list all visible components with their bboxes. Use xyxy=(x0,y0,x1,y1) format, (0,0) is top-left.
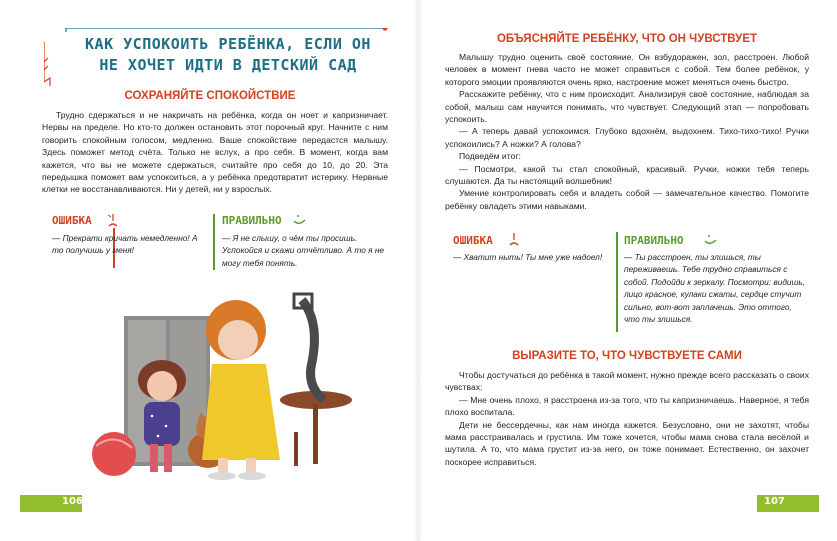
correct-text: — Я не слышу, о чём ты просишь. Успокойся и скажи отчётливо. А то я не могу тебя понять. xyxy=(222,233,385,268)
illustration-mother-and-crying-girl xyxy=(80,282,360,482)
calm-body xyxy=(42,109,388,196)
correct-divider-right xyxy=(616,232,618,332)
explain-paragraph: Подведём итог: xyxy=(459,151,521,162)
section-heading-explain: ОБЪЯСНЯЙТЕ РЕБЁНКУ, ЧТО ОН ЧУВСТВУЕТ xyxy=(496,33,758,45)
worried-face-icon xyxy=(507,231,521,247)
mistake-text: — Прекрати кричать немедленно! А то получишь у меня! xyxy=(52,233,198,256)
correct-text-right: — Ты расстроен, ты злишься, ты переживаешь. Тебе трудно справиться с собой. Подойди к зеркалу. Посмотри: видишь, лицо красное, кулаки сжаты, сердце стучит сильно, вот-вот заплачешь. Это оттого, что ты злишься. xyxy=(624,252,806,325)
explain-paragraph: — Посмотри, какой ты стал спокойный, красивый. Ручки, ножки тебя теперь слушаются. Да ты настоящий волшебник! xyxy=(445,163,809,187)
section-heading-express: ВЫРАЗИТЕ ТО, ЧТО ЧУВСТВУЕТЕ САМИ xyxy=(512,350,742,362)
worried-face-icon xyxy=(106,212,120,228)
explain-paragraph: — А теперь давай успокоимся. Глубоко вдохнём, выдохнем. Тихо-тихо-тихо! Ручки успокоились? А ножки? А голова? xyxy=(445,126,809,149)
page-title: КАК УСПОКОИТЬ РЕБЁНКА, ЕСЛИ ОН НЕ ХОЧЕТ ИДТИ В ДЕТСКИЙ САД xyxy=(85,35,371,74)
page-number-right: 107 xyxy=(764,496,785,507)
mistake-label-right: ОШИБКА xyxy=(453,234,493,247)
left-page xyxy=(0,0,418,541)
correct-label: ПРАВИЛЬНО xyxy=(222,214,282,227)
express-body xyxy=(445,369,809,468)
express-paragraph: Чтобы достучаться до ребёнка в такой момент, нужно прежде всего рассказать о своих чувствах: xyxy=(445,370,809,393)
explain-paragraph: Малышу трудно оценить своё состояние. Он взбудоражен, зол, расстроен. Любой человек в момент гнева часто не может справиться с собой. Тем более ребёнок, у которого эмоции проявляются очень ярко, настроение может меняться очень быстро. xyxy=(445,52,809,87)
calm-paragraph: Трудно сдержаться и не накричать на ребёнка, когда он ноет и капризничает. Нервы на пределе. Но кто-то должен остановить этот порочный круг. Начните с ним говорить спокойным голосом, медленно. Ваше спокойствие передастся малышу. Здесь поможет метод счёта. Только не вслух, а про себя. В момент, когда вам кажется, что вы не можете сдержаться, считайте про себя до 10, до 20. Эта передышка поможет вам успокоиться, а у ребёнка предотвратит истерику. Нервные клетки не восстанавливаются. Ни у детей, ни у взрослых. xyxy=(42,110,388,195)
smiling-face-icon xyxy=(292,211,308,227)
correct-divider xyxy=(213,214,215,270)
express-paragraph: Дети не бессердечны, как нам иногда кажется. Безусловно, они не захотят, чтобы мама расстраивалась и грустила. Им тоже хочется, чтобы мама снова стала весёлой и шутила. А то, что мама грустит из-за него, он тоже понимает. Естественно, он захочет поскорее исправиться. xyxy=(445,419,809,467)
right-page xyxy=(419,0,837,541)
mistake-label: ОШИБКА xyxy=(52,214,92,227)
page-number-left: 106 xyxy=(62,496,83,507)
section-heading-calm: СОХРАНЯЙТЕ СПОКОЙСТВИЕ xyxy=(124,90,296,102)
smiling-face-icon xyxy=(703,231,719,247)
express-paragraph: — Мне очень плохо, я расстроена из-за того, что ты капризничаешь. Наверное, я тебя плохо воспитала. xyxy=(445,394,809,418)
correct-label-right: ПРАВИЛЬНО xyxy=(624,234,684,247)
explain-paragraph: Расскажите ребёнку, что с ним происходит. Анализируя своё состояние, наблюдая за собой, малыш сам научится понимать, что чувствует. Следующий этап — попробовать успокоить. xyxy=(445,89,809,125)
explain-paragraph: Умение контролировать себя и владеть собой — замечательное качество. Помогите ребёнку овладеть этими навыками. xyxy=(445,188,809,211)
mistake-text-right: — Хватит ныть! Ты мне уже надоел! xyxy=(453,252,603,262)
explain-body xyxy=(445,51,809,212)
